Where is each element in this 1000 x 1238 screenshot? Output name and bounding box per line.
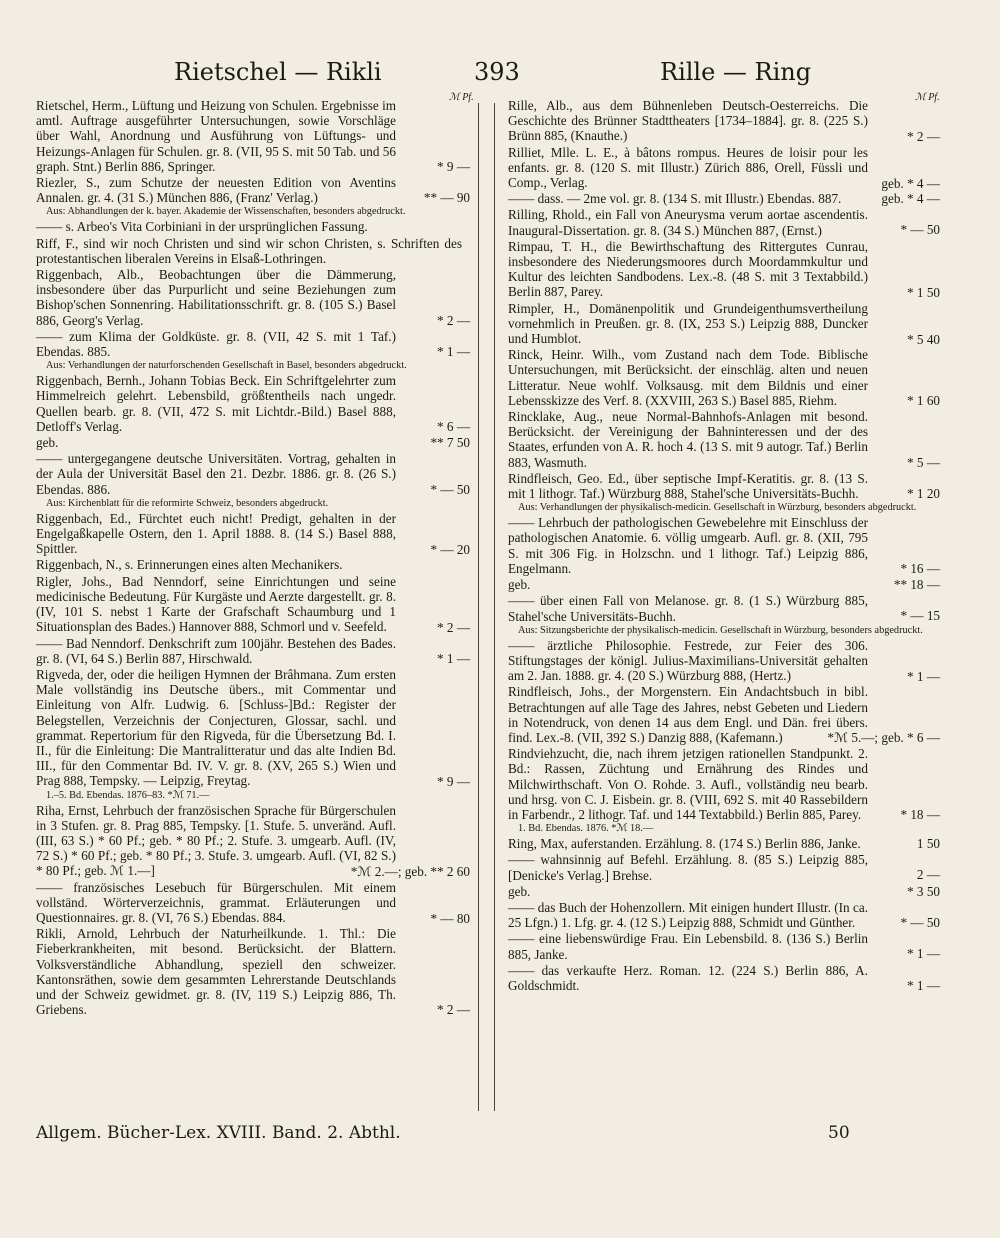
bibliography-entry: —— zum Klima der Goldküste. gr. 8. (VII, 42 S. mit 1 Taf.) Ebendas. 885. <box>36 328 396 360</box>
bibliography-entry: —— eine liebenswürdige Frau. Ein Lebensbild. 8. (136 S.) Berlin 885, Janke. <box>508 931 868 962</box>
bibliography-entry: Rindfleisch, Johs., der Morgenstern. Ein Andachtsbuch in bibl. Betrachtungen auf alle Tage des Jahres, nebst Gebeten und Liedern in Notendruck, von denen 14 aus dem Engl. und Dän. frei übers. find. Lex.-8. (VII, 392 S.) Danzig 888, (Kafemann.) <box>508 684 868 745</box>
bibliography-entry: Rilling, Rhold., ein Fall von Aneurysma verum aortae ascendentis. Inaugural-Dissertation. gr. 8. (34 S.) München 887, (Ernst.) <box>508 207 868 238</box>
entry-price: * 9 — <box>437 773 470 789</box>
running-head-left: Rietschel — Rikli <box>174 58 382 86</box>
bibliography-entry: —— über einen Fall von Melanose. gr. 8. (1 S.) Würzburg 885, Stahel'sche Universitäts-Buchh. <box>508 593 868 624</box>
bibliography-entry: —— s. Arbeo's Vita Corbiniani in der ursprünglichen Fassung. <box>36 219 368 235</box>
bibliography-entry: Riggenbach, Alb., Beobachtungen über die Dämmerung, insbesondere über das Purpurlicht und seine Beziehungen zum Bishop'schen Sonnenring. Habilitationsschrift. gr. 8. (105 S.) Basel 886, Georg's Verlag. <box>36 267 396 328</box>
entry-note: Aus: Verhandlungen der naturforschenden Gesellschaft in Basel, besonders abgedruckt. <box>46 360 407 372</box>
entry-price: * 1 — <box>907 668 940 684</box>
bibliography-entry: geb. <box>36 435 59 451</box>
bibliography-entry: Rimpau, T. H., die Bewirthschaftung des Rittergutes Cunrau, insbesondere des Niederungsmoores durch Moordammkultur und Kultur des leichten Sandbodens. Lex.-8. (48 S. mit 3 Textabbild.) Berlin 887, Parey. <box>508 238 868 300</box>
bibliography-entry: Rincklake, Aug., neue Normal-Bahnhofs-Anlagen mit besond. Berücksicht. der Vereinigung der Bahninteressen und der des Staates, erfunden von A. R. hoch 4. (13 S. mit 9 autogr. Taf.) Berlin 883, Wasmuth. <box>508 409 868 470</box>
entry-price: * 18 — <box>900 806 940 822</box>
bibliography-entry: Riggenbach, Bernh., Johann Tobias Beck. Ein Schriftgelehrter zum Himmelreich gelehrt. Lebensbild, größtentheils nach ungedr. Quellen bearb. gr. 8. (VII, 472 S. mit Lichtdr.-Bild.) Basel 888, Detloff's Verlag. <box>36 373 396 434</box>
currency-label-right: ℳ Pf. <box>915 92 940 103</box>
bibliography-entry: Rindfleisch, Geo. Ed., über septische Impf-Keratitis. gr. 8. (13 S. mit 1 lithogr. Taf.) Würzburg 888, Stahel'sche Universitäts-Buchh. <box>508 470 868 502</box>
bibliography-entry: Riha, Ernst, Lehrbuch der französischen Sprache für Bürgerschulen in 3 Stufen. gr. 8. Prag 885, Tempsky. [1. Stufe. 5. unveränd. Aufl. (III, 63 S.) * 60 Pf.; geb. * 80 Pf.; 2. Stufe. 3. umgearb. Aufl. (IV, 72 S.) * 60 Pf.; geb. * 80 Pf.; 3. Stufe. 3. umgearb. Aufl. (VI, 82 S.) * 80 Pf.; geb. ℳ 1.—] <box>36 802 396 879</box>
bibliography-entry: Rikli, Arnold, Lehrbuch der Naturheilkunde. 1. Thl.: Die Fieberkrankheiten, mit besond. Berücksicht. der Blattern. Volksverständliche Abhandlung, speziell den schweizer. Kantonsräthen, sowie dem gesammten Lehrerstande Deutschlands und der Schweiz gewidmet. gr. 8. (IV, 119 S.) Leipzig 886, Th. Griebens. <box>36 926 396 1018</box>
bibliography-entry: —— wahnsinnig auf Befehl. Erzählung. 8. (85 S.) Leipzig 885, [Denicke's Verlag.] Brehse. <box>508 852 868 883</box>
entry-note: 1.–5. Bd. Ebendas. 1876–83. *ℳ 71.— <box>46 789 210 801</box>
entry-price: * — 15 <box>900 607 940 623</box>
entry-price: * 6 — <box>437 418 470 434</box>
entry-price: * — 50 <box>900 914 940 930</box>
entry-price: * 16 — <box>900 560 940 576</box>
entry-price: * 1 — <box>437 343 470 359</box>
bibliography-entry: Riggenbach, N., s. Erinnerungen eines alten Mechanikers. <box>36 557 343 573</box>
bibliography-entry: —— dass. — 2me vol. gr. 8. (134 S. mit Illustr.) Ebendas. 887. <box>508 191 842 207</box>
bibliography-entry: —— Bad Nenndorf. Denkschrift zum 100jähr. Bestehen des Bades. gr. 8. (VI, 64 S.) Berlin 887, Hirschwald. <box>36 635 396 666</box>
entry-price: * 3 50 <box>907 883 940 899</box>
entry-price: * 1 20 <box>907 485 940 501</box>
entry-price: * — 50 <box>430 481 470 497</box>
entry-price: * — 80 <box>430 910 470 926</box>
bibliography-entry: Riezler, S., zum Schutze der neuesten Edition von Aventins Annalen. gr. 4. (31 S.) München 886, (Franz' Verlag.) <box>36 175 396 206</box>
bibliography-entry: Rietschel, Herm., Lüftung und Heizung von Schulen. Ergebnisse im amtl. Auftrage ausgeführter Untersuchungen, sowie Vorschläge über Wahl, Anordnung und Ausführung von Lüftungs- und Heizungs-Anlagen für Schulen. gr. 8. (VII, 95 S. mit 50 Tab. und 56 graph. Stnt.) Berlin 886, Springer. <box>36 98 396 174</box>
bibliography-entry: Riff, F., sind wir noch Christen und sind wir schon Christen, s. Schriften des protestantischen liberalen Vereins in Elsaß-Lothringen. <box>36 235 462 266</box>
bibliography-entry: —— Lehrbuch der pathologischen Gewebelehre mit Einschluss der pathologischen Anatomie. 6. völlig umgearb. Aufl. gr. 8. (XII, 795 S. mit 306 Fig. in Holzschn. und 1 lithogr. Taf.) Leipzig 886, Engelmann. <box>508 515 868 576</box>
bibliography-entry: Riggenbach, Ed., Fürchtet euch nicht! Predigt, gehalten in der Engelgaßkapelle Ostern, den 1. April 1888. 8. (14 S.) Basel 888, Spittler. <box>36 510 396 557</box>
entry-price: * 1 50 <box>907 284 940 300</box>
bibliography-entry: —— ärztliche Philosophie. Festrede, zur Feier des 306. Stiftungstages der königl. Julius-Maximilians-Universität gehalten am 2. Jan. 1888. gr. 4. (20 S.) Würzburg 888, (Hertz.) <box>508 637 868 684</box>
entry-price: ** 18 — <box>893 576 940 592</box>
bibliography-entry: —— das verkaufte Herz. Roman. 12. (224 S.) Berlin 886, A. Goldschmidt. <box>508 962 868 993</box>
bibliography-entry: Rille, Alb., aus dem Bühnenleben Deutsch-Oesterreichs. Die Geschichte des Brünner Stadttheaters [1734–1884]. gr. 8. (225 S.) Brünn 885, (Knauthe.) <box>508 98 868 144</box>
entry-price: * 2 — <box>907 128 940 144</box>
entry-price: 2 — <box>916 866 940 882</box>
entry-price: * — 50 <box>900 221 940 237</box>
bibliography-entry: Rinck, Heinr. Wilh., vom Zustand nach dem Tode. Biblische Untersuchungen, mit Berücksicht. der einschläg. alten und neuen Litteratur. Neue wohlf. Volksausg. mit dem Bildnis und einer Lebensskizze des Verf. 8. (XXVIII, 263 S.) Basel 885, Riehm. <box>508 347 868 408</box>
entry-note: Aus: Sitzungsberichte der physikalisch-medicin. Gesellschaft in Würzburg, besonders abgedruckt. <box>518 624 923 636</box>
left-column <box>36 98 462 1018</box>
entry-price: * 1 — <box>437 650 470 666</box>
entry-price: *ℳ 5.—; geb. * 6 — <box>827 729 940 745</box>
bibliography-entry: geb. <box>508 577 531 593</box>
entry-price: * 5 — <box>907 454 940 470</box>
bibliography-entry: Ring, Max, auferstanden. Erzählung. 8. (174 S.) Berlin 886, Janke. <box>508 836 861 852</box>
entry-price: * 9 — <box>437 158 470 174</box>
entry-price: * — 20 <box>430 541 470 557</box>
footer-signature: Allgem. Bücher-Lex. XVIII. Band. 2. Abthl. <box>36 1123 401 1143</box>
entry-price: ** — 90 <box>423 189 470 205</box>
column-rule-left <box>478 103 479 1111</box>
entry-price: geb. * 4 — <box>881 175 940 191</box>
column-rule-right <box>494 103 495 1111</box>
bibliography-entry: Rindviehzucht, die, nach ihrem jetzigen rationellen Standpunkt. 2. Bd.: Rassen, Züchtung und Ernährung des Rindes und Milchwirthschaft. Von O. Rohde. 3. Aufl., vollständig neu bearb. und hrsg. von C. J. Eisbein. gr. 8. (VIII, 692 S. mit 40 Rassebildern in Farbendr., 2 lithogr. Taf. und 144 Textabbild.) Berlin 885, Parey. <box>508 746 868 822</box>
entry-note: Aus: Abhandlungen der k. bayer. Akademie der Wissenschaften, besonders abgedruckt. <box>46 206 406 218</box>
page-number: 393 <box>474 58 520 86</box>
entry-price: geb. * 4 — <box>881 190 940 206</box>
entry-price: * 2 — <box>437 312 470 328</box>
bibliography-entry: Rigveda, der, oder die heiligen Hymnen der Brâhmana. Zum ersten Male vollständig ins Deutsche übers., mit Commentar und Einleitung von Alfr. Ludwig. 6. [Schluss-]Bd.: Register der Belegstellen, Verzeichnis der Conjecturen, Glossar, sachl. und grammat. Repertorium für den Rigveda, für die Übersetzung Bd. I. II., für die Einleitung: Die Mantralitteratur und das alte Indien Bd. III., für den Commentar Bd. IV. V. gr. 8. (XV, 265 S.) Wien und Prag 888, Tempsky. — Leipzig, Freytag. <box>36 666 396 789</box>
entry-price: 1 50 <box>916 835 940 851</box>
entry-price: * 5 40 <box>907 331 940 347</box>
right-column <box>508 98 934 994</box>
entry-price: * 1 60 <box>907 392 940 408</box>
entry-note: 1. Bd. Ebendas. 1876. *ℳ 18.— <box>518 823 654 835</box>
entry-note: Aus: Verhandlungen der physikalisch-medicin. Gesellschaft in Würzburg, besonders abgedruckt. <box>518 502 917 514</box>
entry-price: * 1 — <box>907 945 940 961</box>
bibliography-entry: —— französisches Lesebuch für Bürgerschulen. Mit einem vollständ. Wörterverzeichnis, grammat. Erläuterungen und Questionnaires. gr. 8. (VI, 76 S.) Ebendas. 884. <box>36 879 396 925</box>
running-head-right: Rille — Ring <box>660 58 812 86</box>
bibliography-entry: Rilliet, Mlle. L. E., à bâtons rompus. Heures de loisir pour les enfants. gr. 8. (120 S. mit Illustr.) Zürich 886, Orell, Füssli und Comp., Verlag. <box>508 144 868 191</box>
entry-price: * 2 — <box>437 1001 470 1017</box>
bibliography-entry: Rimpler, H., Domänenpolitik und Grundeigenthumsvertheilung vornehmlich in Preußen. gr. 8. (IX, 253 S.) Leipzig 888, Duncker und Humblot. <box>508 300 868 347</box>
bibliography-entry: —— das Buch der Hohenzollern. Mit einigen hundert Illustr. (In ca. 25 Lfgn.) 1. Lfg. gr. 4. (12 S.) Leipzig 888, Schmidt und Günther. <box>508 899 868 931</box>
entry-price: * 2 — <box>437 619 470 635</box>
bibliography-entry: Rigler, Johs., Bad Nenndorf, seine Einrichtungen und seine medicinische Bedeutung. Für Kurgäste und Aerzte dargestellt. gr. 8. (IV, 101 S. nebst 1 Karte der Grafschaft Schaumburg und 1 Situationsplan des Bades.) Hannover 888, Schmorl und v. Seefeld. <box>36 573 396 635</box>
bibliography-entry: geb. <box>508 883 531 899</box>
entry-note: Aus: Kirchenblatt für die reformirte Schweiz, besonders abgedruckt. <box>46 497 329 509</box>
footer-sheet-number: 50 <box>828 1123 850 1143</box>
entry-price: ** 7 50 <box>430 434 470 450</box>
entry-price: *ℳ 2.—; geb. ** 2 60 <box>350 863 470 879</box>
bibliography-entry: —— untergegangene deutsche Universitäten. Vortrag, gehalten in der Aula der Universität Basel den 21. Dezbr. 1886. gr. 8. (26 S.) Ebendas. 886. <box>36 451 396 497</box>
currency-label-left: ℳ Pf. <box>449 92 474 103</box>
entry-price: * 1 — <box>907 977 940 993</box>
